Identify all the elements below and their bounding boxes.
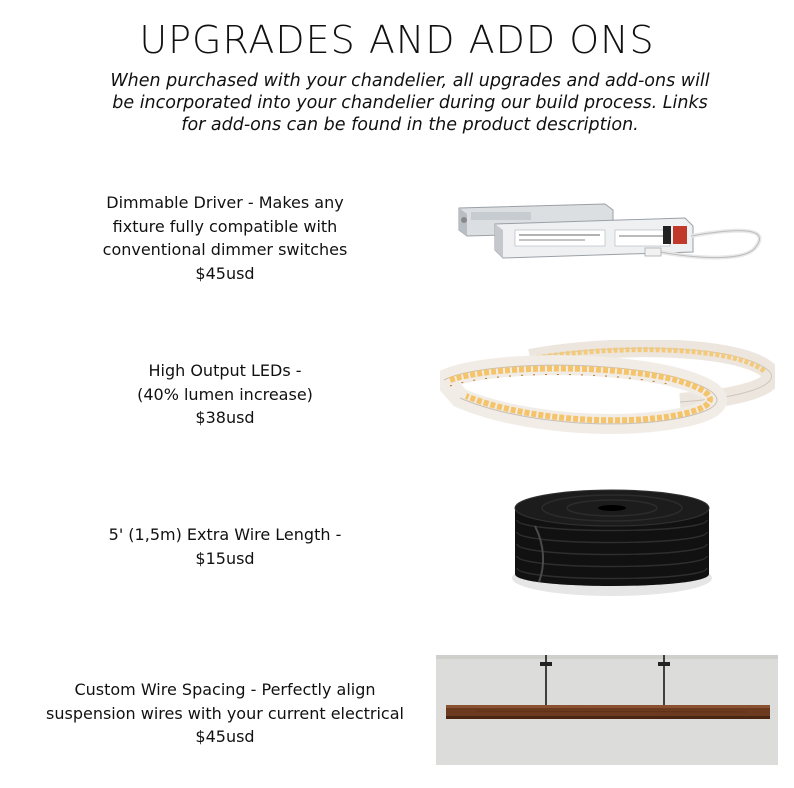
item-line: fixture fully compatible with (112, 216, 338, 236)
item-line: (40% lumen increase) (137, 384, 313, 404)
item-line: conventional dimmer switches (102, 240, 348, 259)
item-dimmable-driver-text (80, 191, 370, 285)
item-line: 5' (1,5m) Extra Wire Length - (108, 525, 342, 544)
led-strip-image (440, 340, 775, 435)
wood-pendant-image (436, 655, 778, 765)
item-line: Dimmable Driver - Makes any (106, 193, 344, 212)
item-line: suspension wires with your current electrical (46, 703, 404, 723)
item-wire-spacing-text (30, 678, 420, 749)
item-price: $45usd (195, 263, 255, 283)
dimmable-driver-image (455, 190, 775, 275)
item-price: $45usd (195, 727, 255, 746)
wire-spool-image (505, 486, 720, 601)
page-title: UPGRADES AND ADD ONS (139, 18, 655, 62)
item-line: Custom Wire Spacing - Perfectly align (74, 680, 376, 699)
subtitle-line: be incorporated into your chandelier during our build process. Links (112, 93, 708, 113)
item-leds-text (110, 359, 340, 430)
item-price: $15usd (195, 548, 255, 568)
page-subtitle (60, 70, 760, 136)
item-wire-length-text (80, 523, 370, 570)
subtitle-line: When purchased with your chandelier, all upgrades and add-ons will (110, 71, 710, 91)
item-price: $38usd (195, 408, 255, 427)
item-line: High Output LEDs - (148, 361, 302, 380)
subtitle-line: for add-ons can be found in the product description. (181, 115, 639, 135)
